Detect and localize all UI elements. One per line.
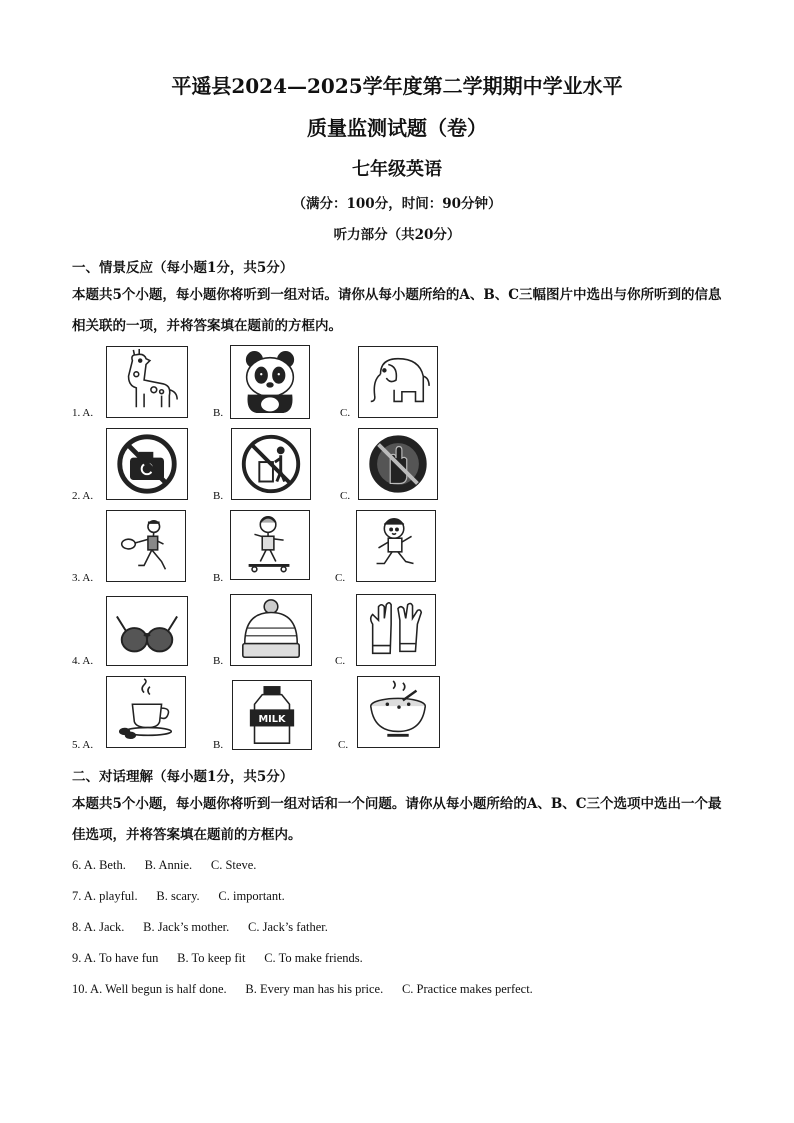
row4-label-b: B. xyxy=(213,655,224,667)
sunglasses-icon[interactable] xyxy=(106,596,188,666)
porridge-bowl-icon[interactable] xyxy=(357,676,440,748)
row5-label-a: 5. A. xyxy=(72,739,94,751)
question-8: 8. A. Jack. B. Jack’s mother. C. Jack’s father. xyxy=(72,920,328,934)
no-littering-sign-icon[interactable] xyxy=(231,428,311,500)
section2-instructions: 本题共5个小题，每小题你将听到一组对话和一个问题。请你从每小题所给的A、B、C三个选项中选出一个最佳选项，并将答案填在题前的方框内。 xyxy=(72,796,722,843)
giraffe-icon[interactable] xyxy=(106,346,188,418)
question-7: 7. A. playful. B. scary. C. important. xyxy=(72,889,285,903)
no-photo-sign-icon[interactable] xyxy=(106,428,188,500)
row4-label-c: C. xyxy=(335,655,346,667)
row2-label-b: B. xyxy=(213,490,224,502)
row2-label-c: C. xyxy=(340,490,351,502)
panda-icon[interactable] xyxy=(230,345,310,419)
knit-hat-icon[interactable] xyxy=(230,594,312,666)
coffee-cup-icon[interactable] xyxy=(106,676,186,748)
question-9: 9. A. To have fun B. To keep fit C. To make friends. xyxy=(72,951,363,965)
row2-label-a: 2. A. xyxy=(72,490,94,502)
question-6: 6. A. Beth. B. Annie. C. Steve. xyxy=(72,858,257,872)
tennis-player-icon[interactable] xyxy=(106,510,186,582)
section2-heading: 二、对话理解（每小题1分，共5分） xyxy=(72,769,294,785)
milk-bottle-icon[interactable] xyxy=(232,680,312,750)
listening-part-title: 听力部分（共20分） xyxy=(333,227,461,243)
section1-instructions: 本题共5个小题，每小题你将听到一组对话。请你从每小题所给的A、B、C三幅图片中选出与你所听到的信息相关联的一项，并将答案填在题前的方框内。 xyxy=(72,287,722,334)
exam-subject: 七年级英语 xyxy=(352,159,442,180)
question-10: 10. A. Well begun is half done. B. Every man has his price. C. Practice makes perfect. xyxy=(72,982,533,996)
row3-label-b: B. xyxy=(213,572,224,584)
row1-label-a: 1. A. xyxy=(72,407,94,419)
elephant-icon[interactable] xyxy=(358,346,438,418)
gloves-icon[interactable] xyxy=(356,594,436,666)
skateboarder-icon[interactable] xyxy=(230,510,310,580)
row1-label-b: B. xyxy=(213,407,224,419)
row4-label-a: 4. A. xyxy=(72,655,94,667)
row3-label-c: C. xyxy=(335,572,346,584)
row3-label-a: 3. A. xyxy=(72,572,94,584)
exam-title-line2: 质量监测试题（卷） xyxy=(307,116,487,140)
section1-heading: 一、情景反应（每小题1分，共5分） xyxy=(72,260,294,276)
row5-label-c: C. xyxy=(338,739,349,751)
milk-label: MILK xyxy=(258,713,286,725)
no-touching-sign-icon[interactable] xyxy=(358,428,438,500)
row1-label-c: C. xyxy=(340,407,351,419)
running-boy-icon[interactable] xyxy=(356,510,436,582)
score-time-info: （满分：100分，时间：90分钟） xyxy=(292,196,502,212)
row5-label-b: B. xyxy=(213,739,224,751)
exam-title-line1: 平遥县2024—2025学年度第二学期期中学业水平 xyxy=(171,74,623,98)
